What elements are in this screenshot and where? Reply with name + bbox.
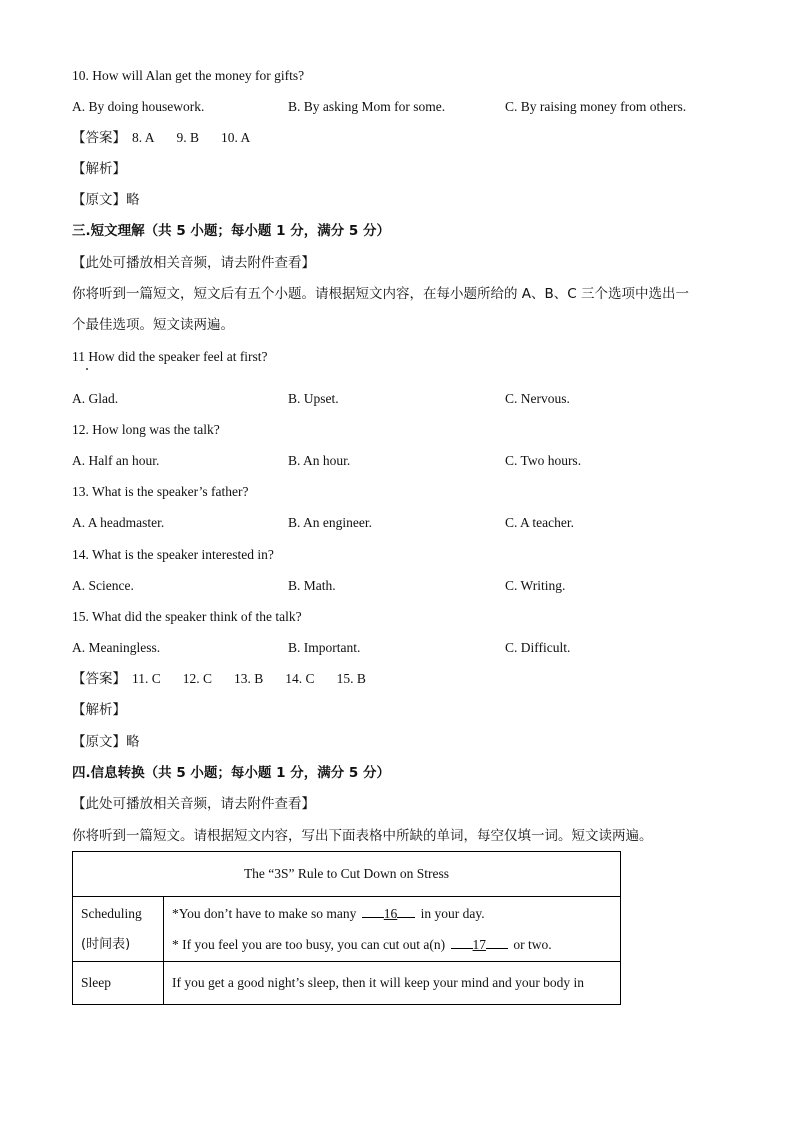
q15-option-a: A. Meaningless. [72, 640, 161, 655]
answer-item: 15. B [336, 671, 366, 686]
q12-option-a: A. Half an hour. [72, 453, 160, 468]
analysis-label: 【解析】 [72, 702, 126, 718]
question-13: 13. What is the speaker’s father? [72, 484, 249, 499]
answers-8-10 [72, 129, 272, 147]
q12-option-c: C. Two hours. [505, 453, 582, 468]
q14-option-b: B. Math. [288, 578, 336, 593]
table-row [73, 852, 621, 897]
q15-option-c: C. Difficult. [505, 640, 571, 655]
blank-number: 16 [383, 906, 398, 921]
section-4-instructions: 你将听到一篇短文。请根据短文内容，写出下面表格中所缺的单词，每空仅填一词。短文读两遍。 [72, 828, 653, 844]
q14-option-c: C. Writing. [505, 578, 566, 593]
table-title: The “3S” Rule to Cut Down on Stress [73, 852, 621, 897]
scheduling-text: *You don’t have to make so many [172, 906, 360, 921]
answers-11-15 [72, 670, 388, 688]
scheduling-content-cell [164, 897, 621, 962]
scheduling-label: Scheduling [81, 906, 142, 921]
answer-label: 【答案】 [72, 130, 126, 146]
section-3-instructions-line1: 你将听到一篇短文，短文后有五个小题。请根据短文内容，在每小题所给的 A、B、C 三个选项中选出一 [72, 286, 690, 302]
answer-item: 12. C [182, 671, 213, 686]
answer-label: 【答案】 [72, 671, 126, 687]
blank-number: 17 [472, 937, 487, 952]
question-10: 10. How will Alan get the money for gifts? [72, 68, 305, 83]
blank-17[interactable] [449, 929, 511, 960]
question-14: 14. What is the speaker interested in? [72, 547, 274, 562]
q10-option-c: C. By raising money from others. [505, 99, 687, 114]
section-3-heading: 三.短文理解（共 5 小题；每小题 1 分，满分 5 分） [72, 223, 391, 239]
scheduling-line-1 [172, 898, 619, 929]
scheduling-text: * If you feel you are too busy, you can cut out a(n) [172, 937, 449, 952]
sleep-content: If you get a good night’s sleep, then it will keep your mind and your body in [164, 962, 621, 1005]
question-15: 15. What did the speaker think of the talk? [72, 609, 302, 624]
analysis-label: 【解析】 [72, 161, 126, 177]
scheduling-label-cn: (时间表) [81, 937, 131, 952]
answer-item: 11. C [132, 671, 161, 686]
answer-item: 10. A [221, 130, 251, 145]
section-3-audio-note: 【此处可播放相关音频，请去附件查看】 [72, 255, 315, 271]
section-4-heading: 四.信息转换（共 5 小题；每小题 1 分，满分 5 分） [72, 765, 391, 781]
q13-option-b: B. An engineer. [288, 515, 372, 530]
scheduling-text: in your day. [417, 906, 485, 921]
stray-dot [86, 368, 88, 370]
scheduling-label-cell [73, 897, 164, 962]
blank-16[interactable] [360, 898, 418, 929]
section-3-instructions-line2: 个最佳选项。短文读两遍。 [72, 317, 234, 333]
q11-option-b: B. Upset. [288, 391, 339, 406]
section-4-audio-note: 【此处可播放相关音频，请去附件查看】 [72, 796, 315, 812]
scheduling-text: or two. [510, 937, 552, 952]
question-11: 11 How did the speaker feel at first? [72, 349, 268, 364]
q13-option-a: A. A headmaster. [72, 515, 165, 530]
scheduling-line-2 [172, 929, 619, 960]
table-row [73, 962, 621, 1005]
sleep-label: Sleep [73, 962, 164, 1005]
q13-option-c: C. A teacher. [505, 515, 574, 530]
question-12: 12. How long was the talk? [72, 422, 220, 437]
info-table [72, 851, 621, 1005]
q11-option-c: C. Nervous. [505, 391, 570, 406]
q12-option-b: B. An hour. [288, 453, 351, 468]
q15-option-b: B. Important. [288, 640, 361, 655]
table-row [73, 897, 621, 962]
q11-option-a: A. Glad. [72, 391, 119, 406]
original-text-label: 【原文】略 [72, 734, 140, 750]
q14-option-a: A. Science. [72, 578, 134, 593]
q10-option-b: B. By asking Mom for some. [288, 99, 446, 114]
answer-item: 13. B [234, 671, 264, 686]
original-text-label: 【原文】略 [72, 192, 140, 208]
q10-option-a: A. By doing housework. [72, 99, 205, 114]
answer-item: 8. A [132, 130, 155, 145]
answer-item: 9. B [176, 130, 200, 145]
answer-item: 14. C [285, 671, 315, 686]
